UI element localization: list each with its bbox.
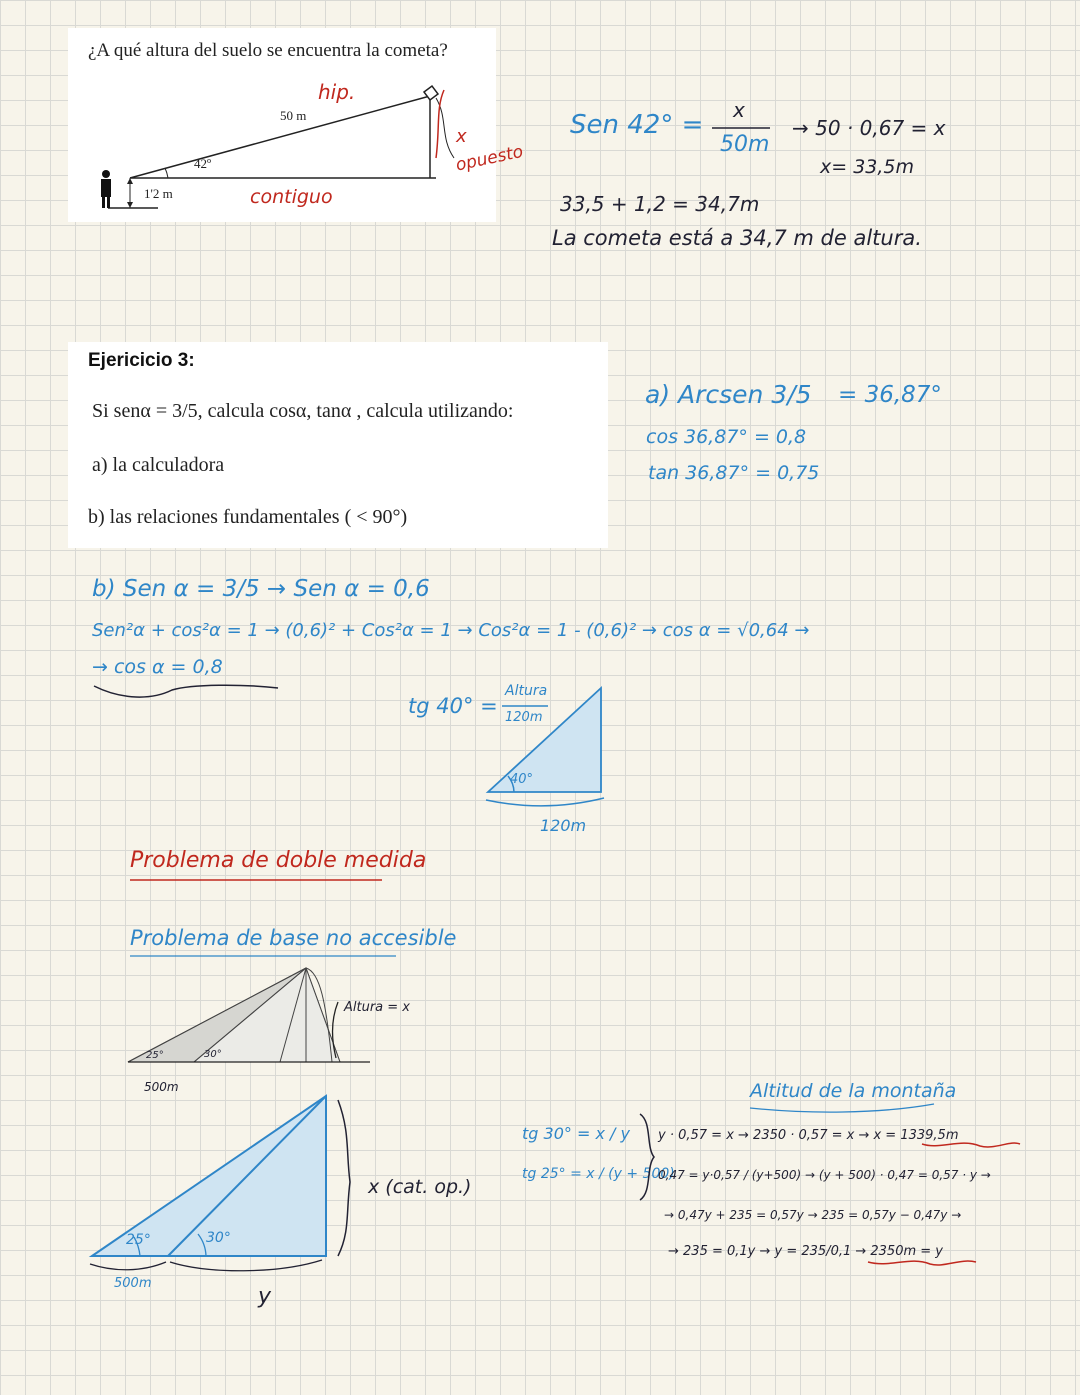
hand-contiguo: contiguo: [250, 186, 333, 208]
fig-person-height: 1'2 m: [144, 186, 173, 201]
tg40-den: 120m: [505, 710, 543, 725]
fig-hyp-length: 50 m: [280, 108, 307, 123]
problem1-card: [68, 28, 526, 222]
hand-hip: hip.: [318, 80, 356, 104]
bigtri-angle2: 30°: [206, 1230, 231, 1246]
title-base-no-accesible: Problema de base no accesible: [130, 926, 457, 950]
sen42-den: 50m: [720, 132, 770, 157]
mountain-sketch: [120, 962, 440, 1072]
system-eq1: tg 30° = x / y: [522, 1124, 630, 1143]
title-base-underline: [130, 954, 400, 958]
exercise3-part-a: a) la calculadora: [92, 454, 225, 476]
bigtri-catop: x (cat. op.): [368, 1176, 472, 1198]
exercise3-title: Ejericicio 3:: [88, 350, 195, 371]
sen42-eq: Sen 42° =: [570, 110, 704, 140]
mountain-altura-label: Altura = x: [344, 1000, 411, 1015]
mountain-angle2: 30°: [204, 1049, 222, 1060]
system-l2: 0,47 = y·0,57 / (y+500) → (y + 500) · 0,47 = 0,57 · y →: [658, 1168, 991, 1182]
tg40-angle: 40°: [510, 772, 534, 787]
system-title-underline: [748, 1102, 938, 1114]
tg40-base: 120m: [540, 816, 587, 835]
system-title: Altitud de la montaña: [750, 1080, 957, 1102]
system-l1: y · 0,57 = x → 2350 · 0,57 = x → x = 1339,5m: [658, 1128, 959, 1143]
b-line3: → cos α = 0,8: [92, 656, 223, 678]
a-arcsen: a) Arcsen 3/5: [645, 380, 812, 409]
system-red-underlines: [640, 1120, 1060, 1270]
b-line1: b) Sen α = 3/5 → Sen α = 0,6: [92, 576, 430, 602]
tg40-eq: tg 40° =: [408, 694, 498, 718]
title-doble-medida: Problema de doble medida: [130, 848, 427, 873]
exercise3-statement: Si senα = 3/5, calcula cosα, tanα , calcula utilizando:: [92, 400, 514, 422]
hand-opuesto: opuesto: [454, 141, 526, 176]
question-text: ¿A qué altura del suelo se encuentra la cometa?: [88, 40, 448, 61]
x-result: x= 33,5m: [820, 156, 915, 178]
big-triangle: [88, 1092, 368, 1292]
tg40-num: Altura: [505, 683, 548, 699]
exercise3-card: [68, 342, 608, 548]
a-cos: cos 36,87° = 0,8: [646, 426, 807, 448]
sen42-calc: → 50 · 0,67 = x: [792, 116, 946, 140]
hand-x: x: [456, 126, 467, 147]
bigtri-y: y: [258, 1284, 272, 1309]
b-underline: [92, 682, 282, 702]
system-l4: → 235 = 0,1y → y = 235/0,1 → 2350m = y: [668, 1244, 943, 1259]
bigtri-angle1: 25°: [126, 1232, 151, 1248]
mountain-angle1: 25°: [146, 1050, 164, 1061]
mountain-dist: 500m: [144, 1080, 179, 1094]
kite-answer: La cometa está a 34,7 m de altura.: [552, 226, 922, 250]
sum-line: 33,5 + 1,2 = 34,7m: [560, 192, 760, 216]
tg40-triangle: [484, 684, 614, 814]
system-eq2: tg 25° = x / (y + 500): [522, 1166, 675, 1182]
bigtri-dist: 500m: [114, 1276, 152, 1291]
system-l3: → 0,47y + 235 = 0,57y → 235 = 0,57y − 0,47y →: [664, 1208, 962, 1222]
sen42-num: x: [733, 98, 745, 122]
sen42-fraction-bar: [712, 126, 772, 130]
title-doble-medida-underline: [130, 878, 390, 882]
a-tan: tan 36,87° = 0,75: [648, 462, 820, 484]
a-arcsen-result: = 36,87°: [838, 382, 942, 408]
exercise3-part-b: b) las relaciones fundamentales ( < 90°): [88, 506, 408, 528]
fig-angle: 42º: [194, 156, 212, 171]
b-line2: Sen²α + cos²α = 1 → (0,6)² + Cos²α = 1 → Cos²α = 1 - (0,6)² → cos α = √0,64 →: [92, 620, 810, 641]
